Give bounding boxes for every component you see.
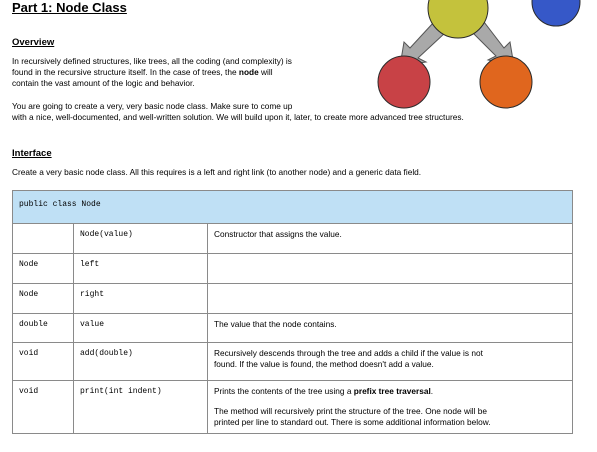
member-type: Node	[13, 254, 74, 284]
print-desc-2	[214, 406, 566, 428]
overview-p1-line-2	[12, 67, 292, 78]
member-description: The value that the node contains.	[208, 314, 573, 343]
interface-intro-line: Create a very basic node class. All this requires is a left and right link (to another node) and a generic data field.	[12, 167, 422, 177]
add-desc-line-2: found. If the value is found, the method doesn't add a value.	[214, 359, 434, 369]
add-desc-line-1: Recursively descends through the tree and adds a child if the value is not	[214, 348, 483, 358]
overview-p1-text-end: will	[261, 67, 273, 77]
overview-p1-line-1: In recursively defined structures, like trees, all the coding (and complexity) is	[12, 56, 292, 66]
member-name: add(double)	[74, 343, 208, 381]
table-row	[13, 343, 573, 381]
table-row	[13, 284, 573, 314]
member-type: void	[13, 343, 74, 381]
member-type: double	[13, 314, 74, 343]
node-emphasis: node	[238, 67, 259, 77]
member-type	[13, 224, 74, 254]
prefix-traversal-emphasis: prefix tree traversal	[353, 386, 431, 396]
member-type: void	[13, 381, 74, 434]
member-name: left	[74, 254, 208, 284]
table-row	[13, 224, 573, 254]
print-desc-1	[214, 386, 566, 397]
member-name: Node(value)	[74, 224, 208, 254]
extra-node-circle	[532, 0, 580, 26]
overview-paragraph-2	[12, 101, 464, 123]
member-description	[208, 343, 573, 381]
member-description: Constructor that assigns the value.	[208, 224, 573, 254]
overview-p2-line-1: You are going to create a very, very basic node class. Make sure to come up	[12, 101, 293, 111]
member-description	[208, 381, 573, 434]
overview-p1-text: found in the recursive structure itself. In the case of trees, the	[12, 67, 237, 77]
table-row	[13, 381, 573, 434]
class-declaration: public class Node	[13, 191, 573, 224]
member-name: print(int indent)	[74, 381, 208, 434]
overview-p2-line-2: with a nice, well-documented, and well-written solution. We will build upon it, later, to create more advanced tree structures.	[12, 112, 464, 122]
member-name: value	[74, 314, 208, 343]
print-desc2-line-1: The method will recursively print the structure of the tree. One node will be	[214, 406, 488, 416]
node-api-table	[12, 190, 573, 434]
page-title: Part 1: Node Class	[12, 0, 127, 15]
member-description	[208, 254, 573, 284]
overview-heading: Overview	[12, 37, 55, 48]
table-row	[13, 254, 573, 284]
member-type: Node	[13, 284, 74, 314]
table-header-row	[13, 191, 573, 224]
table-row	[13, 314, 573, 343]
interface-intro	[12, 167, 421, 178]
print-desc-period: .	[430, 386, 434, 396]
overview-paragraph-1	[12, 56, 292, 89]
right-child-circle	[480, 56, 532, 108]
overview-p1-line-3: contain the vast amount of the logic and behavior.	[12, 78, 195, 88]
member-name: right	[74, 284, 208, 314]
member-description	[208, 284, 573, 314]
interface-heading: Interface	[12, 148, 52, 159]
print-desc-text: Prints the contents of the tree using a	[214, 386, 352, 396]
print-desc2-line-2: printed per line to standard out. There is some additional information below.	[214, 417, 491, 427]
